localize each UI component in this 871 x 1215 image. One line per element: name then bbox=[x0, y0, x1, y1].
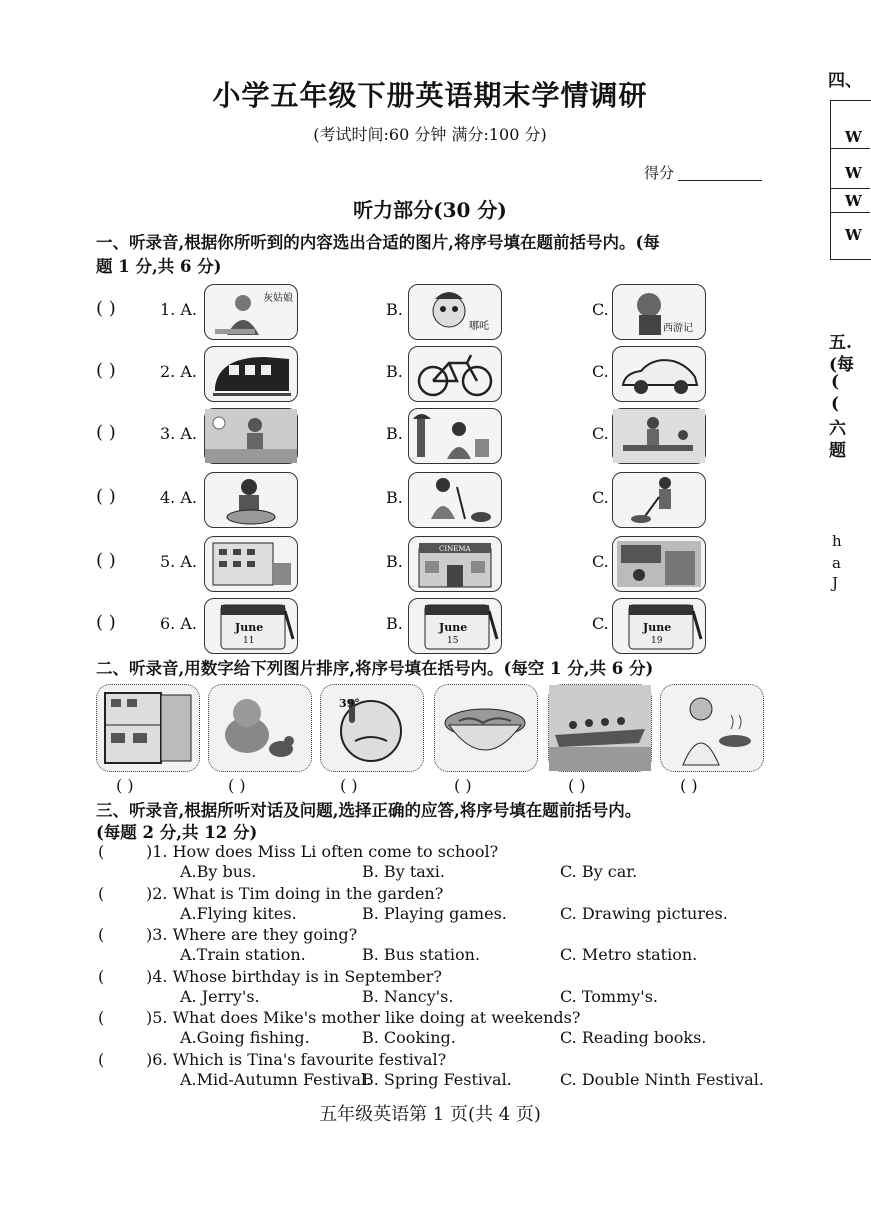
calendar-icon[interactable] bbox=[408, 598, 502, 654]
part3-instruction-line1: 三、听录音,根据所听对话及问题,选择正确的应答,将序号填在题前括号内。 bbox=[96, 801, 642, 820]
next-page-text: (每 bbox=[829, 355, 855, 375]
nezha-icon[interactable] bbox=[408, 284, 502, 340]
fridge-icon[interactable] bbox=[96, 684, 200, 772]
svg-text:June: June bbox=[235, 621, 264, 634]
option-label: C. bbox=[592, 488, 609, 507]
question-number: 1. A. bbox=[160, 300, 197, 319]
bicycle-icon[interactable] bbox=[408, 346, 502, 402]
option-b[interactable]: B. Cooking. bbox=[362, 1028, 456, 1047]
next-page-text: 题 bbox=[829, 441, 846, 461]
option-b[interactable]: B. Spring Festival. bbox=[362, 1069, 512, 1089]
order-blank[interactable]: ( ) bbox=[340, 776, 358, 795]
question-text: )6. Which is Tina's favourite festival? bbox=[146, 1049, 447, 1069]
answer-blank[interactable]: ( bbox=[98, 842, 105, 861]
question-text: )3. Where are they going? bbox=[146, 925, 358, 944]
svg-text:15: 15 bbox=[447, 636, 459, 646]
option-label: C. bbox=[592, 362, 609, 381]
next-page-section-4: 四、 bbox=[828, 71, 862, 91]
option-b[interactable]: B. Bus station. bbox=[362, 945, 481, 964]
table-letter: W bbox=[845, 226, 862, 244]
order-blank[interactable]: ( ) bbox=[454, 776, 472, 795]
option-a[interactable]: A.By bus. bbox=[180, 862, 257, 881]
answer-blank[interactable]: ( bbox=[98, 966, 105, 986]
answer-blank[interactable]: ( ) bbox=[96, 550, 116, 571]
part2-instruction: 二、听录音,用数字给下列图片排序,将序号填在括号内。(每空 1 分,共 6 分) bbox=[96, 659, 654, 678]
question-number: 2. A. bbox=[160, 362, 197, 381]
cinema-icon[interactable] bbox=[408, 536, 502, 592]
next-page-text: ( bbox=[831, 394, 840, 414]
option-c[interactable]: C. Tommy's. bbox=[560, 986, 658, 1006]
next-page-section-6: 六 bbox=[829, 419, 846, 439]
answer-blank[interactable]: ( ) bbox=[96, 422, 116, 443]
dragon-boat-icon[interactable] bbox=[548, 684, 652, 772]
answer-blank[interactable]: ( bbox=[98, 883, 105, 903]
calendar-icon[interactable] bbox=[612, 598, 706, 654]
option-c[interactable]: C. Metro station. bbox=[560, 945, 698, 964]
order-blank[interactable]: ( ) bbox=[116, 776, 134, 795]
boy-washing-icon[interactable] bbox=[204, 472, 298, 528]
answer-blank[interactable]: ( bbox=[98, 1049, 105, 1069]
option-c[interactable]: C. By car. bbox=[560, 862, 638, 881]
option-label: C. bbox=[592, 614, 609, 633]
svg-text:19: 19 bbox=[651, 636, 663, 646]
answer-blank[interactable]: ( ) bbox=[96, 360, 116, 381]
option-label: B. bbox=[386, 552, 403, 571]
answer-blank[interactable]: ( ) bbox=[96, 612, 116, 633]
score-blank[interactable] bbox=[678, 180, 762, 181]
answer-blank[interactable]: ( ) bbox=[96, 486, 116, 507]
option-label: B. bbox=[386, 424, 403, 443]
listening-section-title: 听力部分(30 分) bbox=[353, 198, 507, 222]
hospital-icon[interactable] bbox=[204, 536, 298, 592]
svg-text:哪吒: 哪吒 bbox=[469, 321, 489, 332]
option-a[interactable]: A. Jerry's. bbox=[180, 986, 260, 1006]
question-number: 6. A. bbox=[160, 614, 197, 633]
table-letter: W bbox=[845, 192, 862, 210]
next-page-text: J bbox=[832, 574, 839, 592]
table-rule bbox=[830, 148, 870, 149]
part3-instruction-line2: (每题 2 分,共 12 分) bbox=[96, 823, 258, 842]
man-sweeping-icon[interactable] bbox=[612, 472, 706, 528]
part1-instruction-line2: 题 1 分,共 6 分) bbox=[96, 257, 222, 276]
table-rule bbox=[830, 212, 870, 213]
option-b[interactable]: B. Nancy's. bbox=[362, 986, 454, 1006]
option-b[interactable]: B. Playing games. bbox=[362, 903, 507, 923]
question-number: 4. A. bbox=[160, 488, 197, 507]
score-label: 得分 bbox=[644, 164, 675, 182]
svg-text:June: June bbox=[643, 621, 672, 634]
cooking-icon[interactable] bbox=[660, 684, 764, 772]
noodles-icon[interactable] bbox=[434, 684, 538, 772]
train-icon[interactable] bbox=[204, 346, 298, 402]
dog-mouse-icon[interactable] bbox=[208, 684, 312, 772]
next-page-text: ( bbox=[831, 372, 840, 392]
svg-text:西游记: 西游记 bbox=[663, 323, 693, 334]
option-label: C. bbox=[592, 552, 609, 571]
page-footer: 五年级英语第 1 页(共 4 页) bbox=[319, 1104, 541, 1125]
girl-dog-icon[interactable] bbox=[408, 472, 502, 528]
question-text: )2. What is Tim doing in the garden? bbox=[146, 883, 444, 903]
next-page-section-5: 五. bbox=[829, 333, 852, 353]
option-a[interactable]: A.Going fishing. bbox=[180, 1028, 310, 1047]
table-letter: W bbox=[845, 164, 862, 182]
svg-text:39°: 39° bbox=[339, 697, 360, 710]
next-page-text: h bbox=[832, 532, 842, 550]
option-label: C. bbox=[592, 300, 609, 319]
cinderella-icon[interactable] bbox=[204, 284, 298, 340]
boy-table-icon[interactable] bbox=[612, 408, 706, 464]
boy-cleaning-icon[interactable] bbox=[204, 408, 298, 464]
order-blank[interactable]: ( ) bbox=[568, 776, 586, 795]
option-a[interactable]: A.Train station. bbox=[180, 945, 306, 964]
svg-text:灰姑娘: 灰姑娘 bbox=[263, 293, 293, 304]
option-c[interactable]: C. Drawing pictures. bbox=[560, 903, 728, 923]
option-b[interactable]: B. By taxi. bbox=[362, 862, 446, 881]
option-label: B. bbox=[386, 488, 403, 507]
question-number: 3. A. bbox=[160, 424, 197, 443]
answer-blank[interactable]: ( bbox=[98, 1008, 105, 1027]
option-label: B. bbox=[386, 362, 403, 381]
page-title: 小学五年级下册英语期末学情调研 bbox=[212, 79, 648, 112]
question-text: )5. What does Mike's mother like doing at weekends? bbox=[146, 1008, 581, 1027]
option-label: B. bbox=[386, 300, 403, 319]
table-rule bbox=[830, 188, 870, 189]
answer-blank[interactable]: ( bbox=[98, 925, 105, 944]
order-blank[interactable]: ( ) bbox=[680, 776, 698, 795]
option-label: B. bbox=[386, 614, 403, 633]
option-a[interactable]: A.Flying kites. bbox=[180, 903, 297, 923]
next-page-text: a bbox=[832, 554, 841, 572]
svg-text:June: June bbox=[439, 621, 468, 634]
girl-plants-icon[interactable] bbox=[408, 408, 502, 464]
svg-text:CINEMA: CINEMA bbox=[439, 545, 471, 553]
order-blank[interactable]: ( ) bbox=[228, 776, 246, 795]
monkey-king-icon[interactable] bbox=[612, 284, 706, 340]
svg-text:11: 11 bbox=[243, 636, 255, 646]
fever-icon[interactable] bbox=[320, 684, 424, 772]
answer-blank[interactable]: ( ) bbox=[96, 298, 116, 319]
car-icon[interactable] bbox=[612, 346, 706, 402]
restaurant-icon[interactable] bbox=[612, 536, 706, 592]
exam-info: (考试时间:60 分钟 满分:100 分) bbox=[313, 125, 547, 144]
calendar-icon[interactable] bbox=[204, 598, 298, 654]
option-label: C. bbox=[592, 424, 609, 443]
option-a[interactable]: A.Mid-Autumn Festival. bbox=[180, 1069, 372, 1089]
table-letter: W bbox=[845, 128, 862, 146]
question-number: 5. A. bbox=[160, 552, 197, 571]
option-c[interactable]: C. Double Ninth Festival. bbox=[560, 1069, 764, 1089]
option-c[interactable]: C. Reading books. bbox=[560, 1028, 707, 1047]
question-text: )1. How does Miss Li often come to school? bbox=[146, 842, 499, 861]
question-text: )4. Whose birthday is in September? bbox=[146, 966, 442, 986]
part1-instruction-line1: 一、听录音,根据你所听到的内容选出合适的图片,将序号填在题前括号内。(每 bbox=[96, 233, 660, 252]
